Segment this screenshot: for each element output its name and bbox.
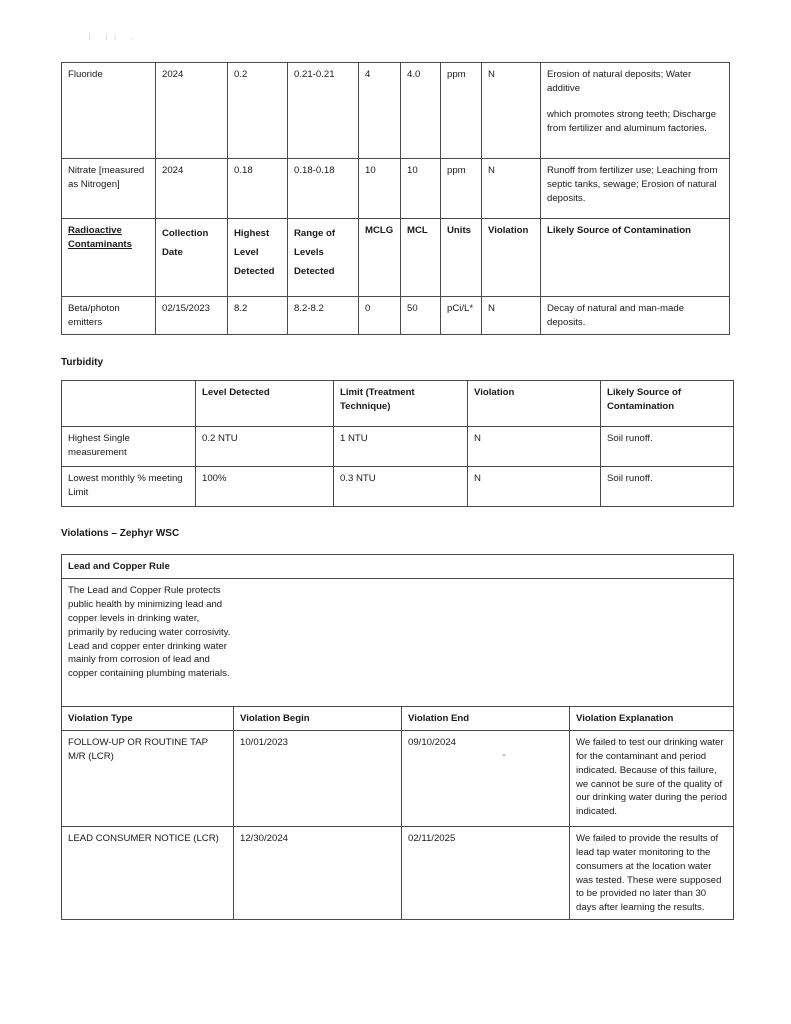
header-violation-type: Violation Type: [62, 706, 234, 730]
cell-mcl: 50: [401, 297, 441, 335]
header-highest-l2: Level: [234, 247, 259, 259]
cell-violation: N: [482, 63, 541, 159]
lead-copper-rule-title: Lead and Copper Rule: [62, 555, 734, 579]
cell-mcl: 4.0: [401, 63, 441, 159]
table-row: [62, 826, 734, 919]
header-limit-l1: Limit (Treatment: [340, 387, 415, 398]
cell-limit: 1 NTU: [334, 427, 468, 467]
table-row: [62, 467, 734, 507]
likely-source-part1: Erosion of natural deposits; Water additive: [547, 69, 692, 94]
cell-range-levels: 8.2-8.2: [288, 297, 359, 335]
cell-likely-source: Runoff from fertilizer use; Leaching from septic tanks, sewage; Erosion of natural deposits.: [541, 159, 730, 219]
cell-violation-explanation: We failed to provide the results of lead tap water monitoring to the consumers at the location water was tested. These were supposed to be provided no later than 30 days after learning the results.: [570, 826, 734, 919]
header-radioactive-label: Radioactive Contaminants: [68, 225, 132, 250]
table-row: [62, 427, 734, 467]
cell-collection-date: 02/15/2023: [156, 297, 228, 335]
header-limit-l2: Technique): [340, 400, 391, 412]
table-header-row: [62, 706, 734, 730]
header-highest-l3: Detected: [234, 266, 275, 278]
table-row: [62, 297, 730, 335]
cell-violation: N: [482, 297, 541, 335]
cell-violation-end: 02/11/2025: [402, 826, 570, 919]
header-collection-date: [156, 219, 228, 297]
header-likely-source: [601, 381, 734, 427]
header-violation-begin: Violation Begin: [234, 706, 402, 730]
table-header-row: [62, 219, 730, 297]
header-collection-date-l1: Collection: [162, 228, 209, 239]
cell-mclg: 0: [359, 297, 401, 335]
cell-collection-date: 2024: [156, 159, 228, 219]
contaminants-table: [61, 62, 730, 335]
cell-mclg: 10: [359, 159, 401, 219]
cell-measure: Highest Single measurement: [62, 427, 196, 467]
cell-units: ppm: [441, 159, 482, 219]
cell-likely-source: Decay of natural and man-made deposits.: [541, 297, 730, 335]
header-violation: Violation: [482, 219, 541, 297]
cell-level-detected: 100%: [196, 467, 334, 507]
cell-measure: Lowest monthly % meeting Limit: [62, 467, 196, 507]
cell-likely-source: [541, 63, 730, 159]
header-level-detected: Level Detected: [196, 381, 334, 427]
lead-copper-rule-description-cell: [62, 578, 734, 706]
cell-violation-begin: 10/01/2023: [234, 730, 402, 826]
violations-heading: Violations – Zephyr WSC: [61, 528, 180, 539]
cell-likely-source: Soil runoff.: [601, 427, 734, 467]
table-row: [62, 63, 730, 159]
cell-units: ppm: [441, 63, 482, 159]
cell-range-levels: 0.18-0.18: [288, 159, 359, 219]
cell-highest-level: 0.18: [228, 159, 288, 219]
cell-units: pCi/L*: [441, 297, 482, 335]
lcr-title-row: [62, 555, 734, 579]
header-violation-explanation: Violation Explanation: [570, 706, 734, 730]
header-radioactive-contaminants: [62, 219, 156, 297]
table-header-row: [62, 381, 734, 427]
cell-violation-type: FOLLOW-UP OR ROUTINE TAP M/R (LCR): [62, 730, 234, 826]
cell-mclg: 4: [359, 63, 401, 159]
header-mclg: MCLG: [359, 219, 401, 297]
cell-highest-level: 8.2: [228, 297, 288, 335]
cell-range-levels: 0.21-0.21: [288, 63, 359, 159]
violations-table: [61, 554, 734, 920]
header-likely-source: Likely Source of Contamination: [541, 219, 730, 297]
cell-violation-type: LEAD CONSUMER NOTICE (LCR): [62, 826, 234, 919]
header-collection-date-l2: Date: [162, 247, 183, 259]
cell-contaminant: Beta/photon emitters: [62, 297, 156, 335]
scan-speck: [503, 754, 505, 756]
cell-likely-source: Soil runoff.: [601, 467, 734, 507]
header-range-l2: Levels: [294, 247, 324, 259]
header-highest-l1: Highest: [234, 228, 270, 239]
header-source-l2: Contamination: [607, 400, 675, 412]
likely-source-part2: which promotes strong teeth; Discharge from fertilizer and aluminum factories.: [547, 108, 717, 134]
table-row: [62, 159, 730, 219]
header-violation-end: Violation End: [402, 706, 570, 730]
cell-violation: N: [468, 467, 601, 507]
header-source-l1: Likely Source of: [607, 387, 682, 398]
header-highest-level: [228, 219, 288, 297]
cell-violation-explanation: We failed to test our drinking water for the contaminant and period indicated. Because of this failure, we cannot be sure of the quality of our drinking water during the period indicated.: [570, 730, 734, 826]
cell-violation: N: [468, 427, 601, 467]
cell-violation: N: [482, 159, 541, 219]
header-range-l3: Detected: [294, 266, 335, 278]
lead-copper-rule-description: The Lead and Copper Rule protects public health by minimizing lead and copper levels in drinking water, primarily by reducing water corrosivity. Lead and copper enter drinking water mainly from corrosion of lead and copper containing plumbing materials.: [68, 584, 231, 680]
header-blank: [62, 381, 196, 427]
turbidity-heading: Turbidity: [61, 357, 104, 368]
header-range-levels: [288, 219, 359, 297]
cell-collection-date: 2024: [156, 63, 228, 159]
cell-contaminant: Fluoride: [62, 63, 156, 159]
lcr-description-row: [62, 578, 734, 706]
cell-limit: 0.3 NTU: [334, 467, 468, 507]
cell-level-detected: 0.2 NTU: [196, 427, 334, 467]
table-row: [62, 730, 734, 826]
header-limit: [334, 381, 468, 427]
scan-artifact: I ii .: [88, 32, 139, 42]
cell-mcl: 10: [401, 159, 441, 219]
cell-highest-level: 0.2: [228, 63, 288, 159]
cell-violation-begin: 12/30/2024: [234, 826, 402, 919]
header-range-l1: Range of: [294, 228, 336, 239]
header-violation: Violation: [468, 381, 601, 427]
cell-contaminant: Nitrate [measured as Nitrogen]: [62, 159, 156, 219]
turbidity-table: [61, 380, 734, 507]
cell-violation-end: 09/10/2024: [402, 730, 570, 826]
header-units: Units: [441, 219, 482, 297]
header-mcl: MCL: [401, 219, 441, 297]
